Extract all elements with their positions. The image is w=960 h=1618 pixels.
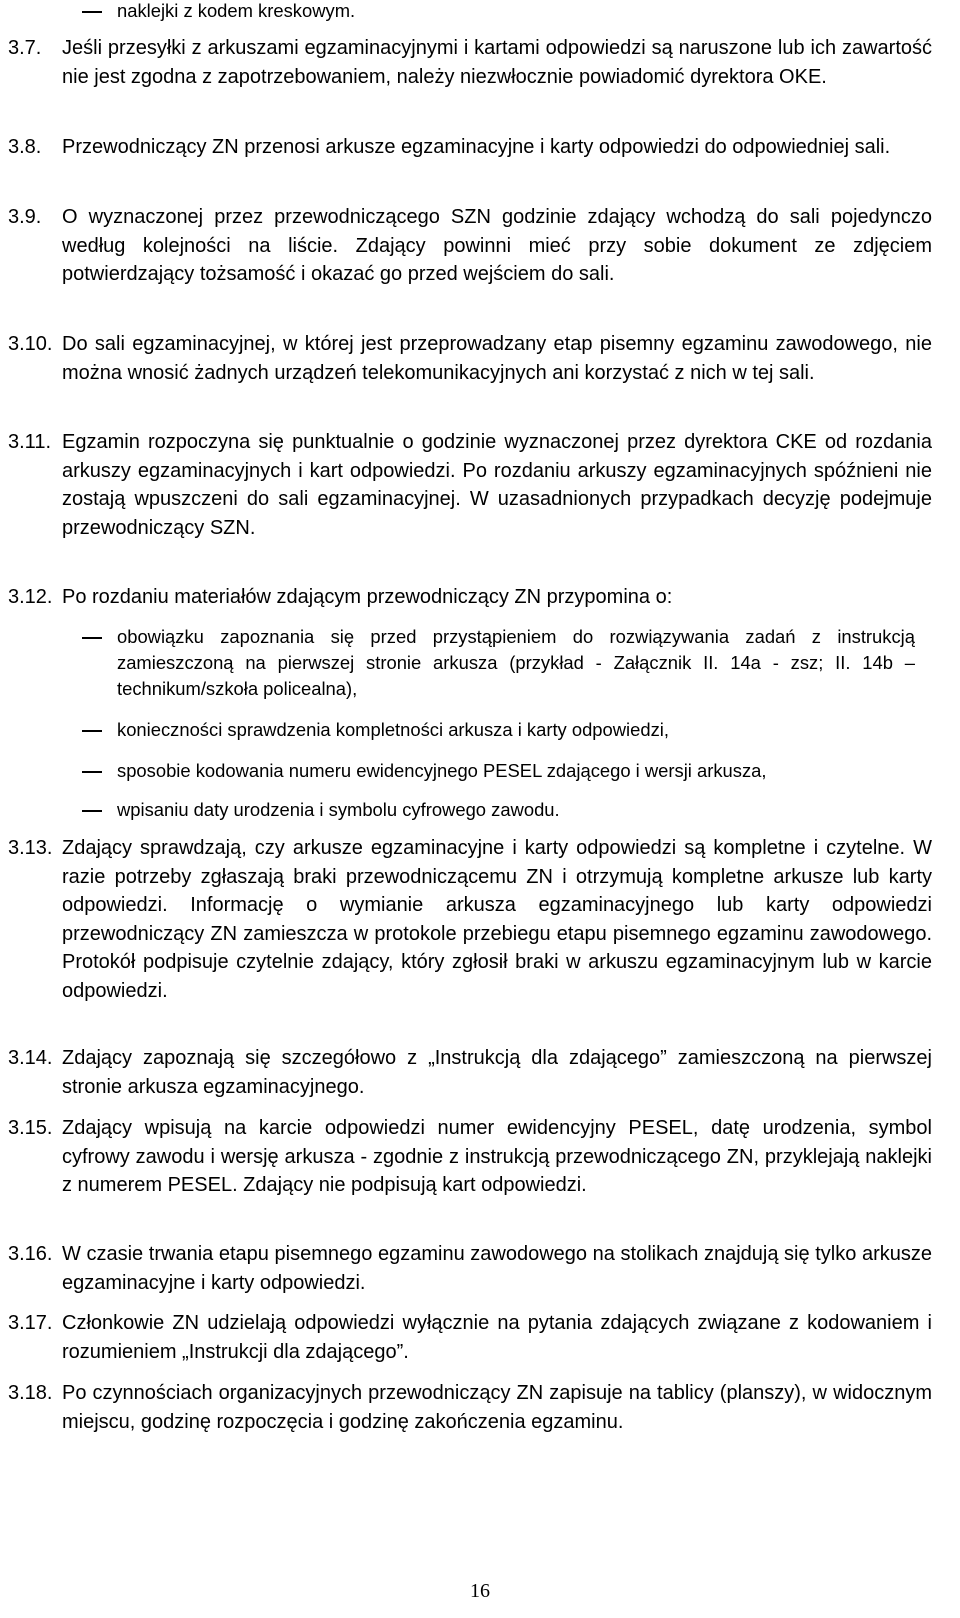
section-text: Jeśli przesyłki z arkuszami egzaminacyjnymi i kartami odpowiedzi są naruszone lub ich zawartość nie jest zgodna z zapotrzebowaniem, należy niezwłocznie powiadomić dyrektora OKE.	[62, 37, 932, 88]
section-text: Członkowie ZN udzielają odpowiedzi wyłącznie na pytania zdających związane z kodowaniem i rozumieniem „Instrukcji dla zdającego”.	[62, 1312, 932, 1363]
section-number: 3.7.	[8, 37, 42, 59]
section-number: 3.13.	[8, 837, 53, 859]
section-text: Egzamin rozpoczyna się punktualnie o godzinie wyznaczonej przez dyrektora CKE od rozdania arkuszy egzaminacyjnych i kart odpowiedzi. Po rozdaniu arkuszy egzaminacyjnych spóźnieni nie zostają wpuszczeni do sali egzaminacyjnej. W uzasadnionych przypadkach decyzję podejmuje przewodniczący SZN.	[62, 431, 932, 539]
reminder-text: obowiązku zapoznania się przed przystąpieniem do rozwiązywania zadań z instrukcją zamieszczoną na pierwszej stronie arkusza (przykład - Załącznik II. 14a - zsz; II. 14b – technikum/szkoła policealna),	[117, 626, 915, 699]
section-number: 3.15.	[8, 1117, 53, 1139]
section-text: W czasie trwania etapu pisemnego egzaminu zawodowego na stolikach znajdują się tylko arkusze egzaminacyjne i karty odpowiedzi.	[62, 1243, 932, 1294]
section-number: 3.14.	[8, 1047, 53, 1069]
section-number: 3.9.	[8, 206, 42, 228]
bullet-text: naklejki z kodem kreskowym.	[117, 0, 356, 21]
section-text: Po czynnościach organizacyjnych przewodniczący ZN zapisuje na tablicy (planszy), w widocznym miejscu, godzinę rozpoczęcia i godzinę zakończenia egzaminu.	[62, 1382, 932, 1433]
section-text: Do sali egzaminacyjnej, w której jest przeprowadzany etap pisemny egzaminu zawodowego, nie można wnosić żadnych urządzeń telekomunikacyjnych ani korzystać z nich w tej sali.	[62, 333, 932, 384]
section-number: 3.18.	[8, 1382, 53, 1404]
section-text: Zdający wpisują na karcie odpowiedzi numer ewidencyjny PESEL, datę urodzenia, symbol cyfrowy zawodu i wersję arkusza - zgodnie z instrukcją przewodniczącego ZN, przyklejają naklejki z numerem PESEL. Zdający nie podpisują kart odpowiedzi.	[62, 1117, 932, 1197]
page-number: 16	[470, 1580, 490, 1602]
section-number: 3.10.	[8, 333, 53, 355]
section-number: 3.8.	[8, 136, 42, 158]
reminder-text: wpisaniu daty urodzenia i symbolu cyfrowego zawodu.	[117, 799, 560, 820]
section-number: 3.11.	[8, 431, 51, 453]
section-text: Po rozdaniu materiałów zdającym przewodniczący ZN przypomina o:	[62, 586, 673, 608]
section-text: Zdający zapoznają się szczegółowo z „Instrukcją dla zdającego” zamieszczoną na pierwszej stronie arkusza egzaminacyjnego.	[62, 1047, 932, 1098]
section-text: Zdający sprawdzają, czy arkusze egzaminacyjne i karty odpowiedzi są kompletne i czytelne. W razie potrzeby zgłaszają braki przewodniczącemu ZN i otrzymują kompletne arkusze lub karty odpowiedzi. Informację o wymianie arkusza egzaminacyjnego lub karty odpowiedzi przewodniczący ZN zamieszcza w protokole przebiegu etapu pisemnego egzaminu zawodowego. Protokół podpisuje czytelnie zdający, który zgłosił braki w arkuszu egzaminacyjnym lub w karcie odpowiedzi.	[62, 837, 932, 1002]
section-text: Przewodniczący ZN przenosi arkusze egzaminacyjne i karty odpowiedzi do odpowiedniej sali.	[62, 136, 891, 158]
reminder-text: konieczności sprawdzenia kompletności arkusza i karty odpowiedzi,	[117, 719, 669, 740]
section-number: 3.16.	[8, 1243, 53, 1265]
section-text: O wyznaczonej przez przewodniczącego SZN godzinie zdający wchodzą do sali pojedynczo według kolejności na liście. Zdający powinni mieć przy sobie dokument ze zdjęciem potwierdzający tożsamość i okazać go przed wejściem do sali.	[62, 206, 932, 286]
section-number: 3.17.	[8, 1312, 53, 1334]
section-number: 3.12.	[8, 586, 53, 608]
reminder-text: sposobie kodowania numeru ewidencyjnego PESEL zdającego i wersji arkusza,	[117, 760, 767, 781]
